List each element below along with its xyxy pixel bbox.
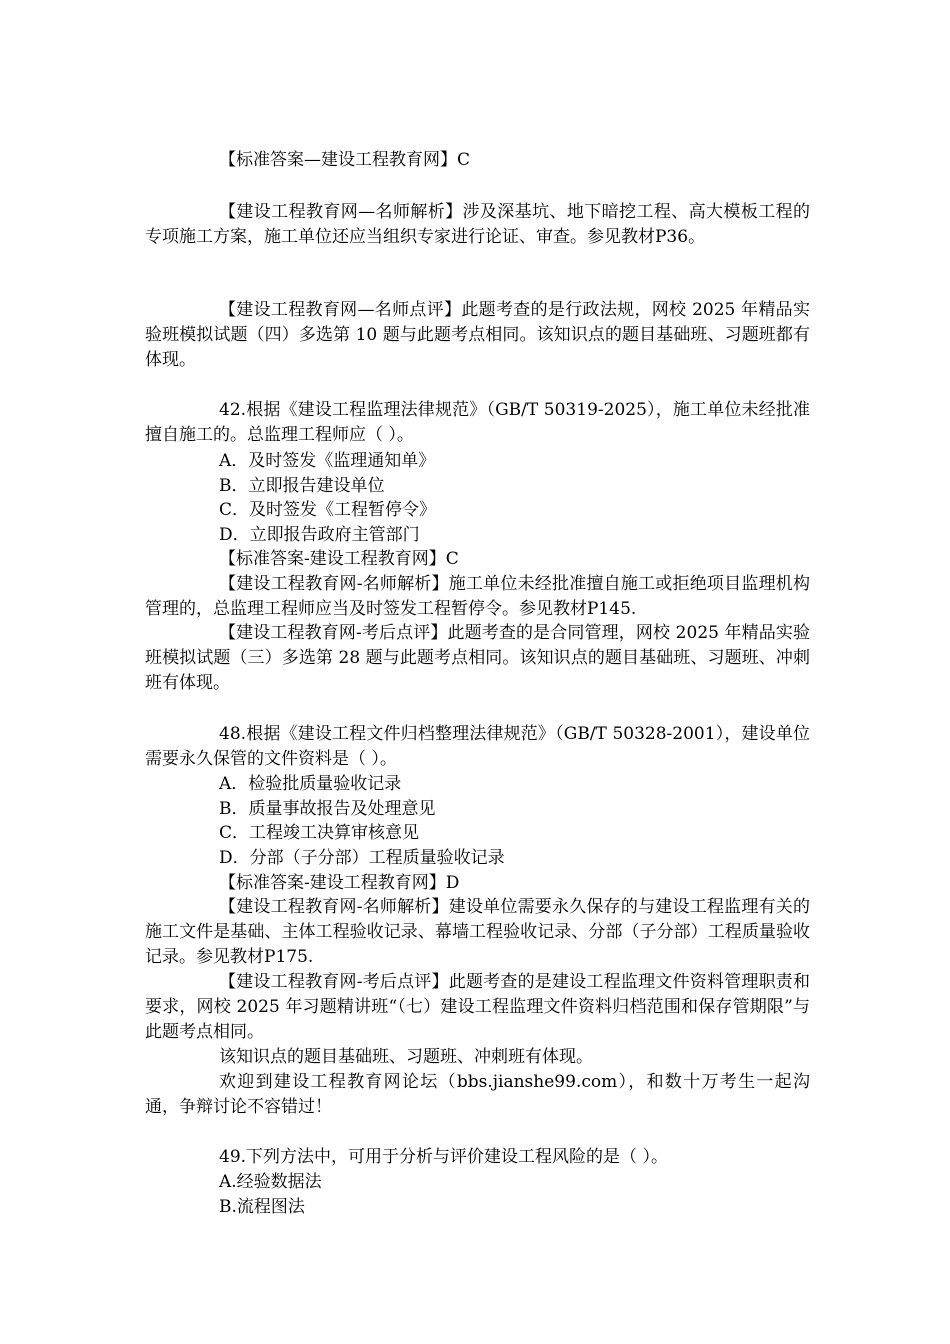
q42-option-d: D．立即报告政府主管部门	[219, 525, 420, 545]
q42-answer: 【标准答案-建设工程教育网】C	[219, 549, 459, 569]
q49-question: 49.下列方法中，可用于分析与评价建设工程风险的是（ ）。	[219, 1147, 668, 1167]
q48-answer: 【标准答案-建设工程教育网】D	[219, 873, 460, 893]
q48-forum: 欢迎到建设工程教育网论坛（bbs.jianshe99.com），和数十万考生一起沟通，争辩讨论不容错过！	[145, 1072, 810, 1117]
block1-answer: 【标准答案—建设工程教育网】C	[219, 150, 471, 170]
q49-option-b: B.流程图法	[219, 1197, 305, 1217]
q48-option-d: D．分部（子分部）工程质量验收记录	[219, 848, 505, 868]
q42-option-a: A．及时签发《监理通知单》	[219, 451, 436, 471]
block1-comment: 【建设工程教育网—名师点评】此题考查的是行政法规，网校 2025 年精品实验班模拟试题（四）多选第 10 题与此题考点相同。该知识点的题目基础班、习题班都有体现。	[145, 300, 810, 370]
q42-question: 42.根据《建设工程监理法律规范》（GB/T 50319-2025），施工单位未经批准擅自施工的。总监理工程师应（ ）。	[145, 400, 810, 445]
q48-option-a: A．检验批质量验收记录	[219, 774, 402, 794]
q48-comment: 【建设工程教育网-考后点评】此题考查的是建设工程监理文件资料管理职责和要求，网校 2025 年习题精讲班“（七）建设工程监理文件资料归档范围和保存管期限”与此题考点相同。	[145, 972, 810, 1042]
q48-question: 48.根据《建设工程文件归档整理法律规范》（GB/T 50328-2001），建设单位需要永久保管的文件资料是（ ）。	[145, 724, 810, 769]
q48-option-b: B．质量事故报告及处理意见	[219, 799, 436, 819]
q49-option-a: A.经验数据法	[219, 1172, 322, 1192]
q48-analysis: 【建设工程教育网-名师解析】建设单位需要永久保存的与建设工程监理有关的施工文件是基础、主体工程验收记录、幕墙工程验收记录、分部（子分部）工程质量验收记录。参见教材P175.	[145, 897, 810, 967]
q42-option-b: B．立即报告建设单位	[219, 476, 385, 496]
q42-comment: 【建设工程教育网-考后点评】此题考查的是合同管理，网校 2025 年精品实验班模拟试题（三）多选第 28 题与此题考点相同。该知识点的题目基础班、习题班、冲刺班有体现。	[145, 623, 810, 693]
q48-option-c: C．工程竣工决算审核意见	[219, 823, 420, 843]
block1-analysis: 【建设工程教育网—名师解析】涉及深基坑、地下暗挖工程、高大模板工程的专项施工方案，施工单位还应当组织专家进行论证、审查。参见教材P36。	[145, 202, 810, 247]
q42-analysis: 【建设工程教育网-名师解析】施工单位未经批准擅自施工或拒绝项目监理机构管理的，总监理工程师应当及时签发工程暂停令。参见教材P145.	[145, 574, 810, 619]
q42-option-c: C．及时签发《工程暂停令》	[219, 500, 437, 520]
q48-note: 该知识点的题目基础班、习题班、冲刺班有体现。	[219, 1047, 593, 1067]
